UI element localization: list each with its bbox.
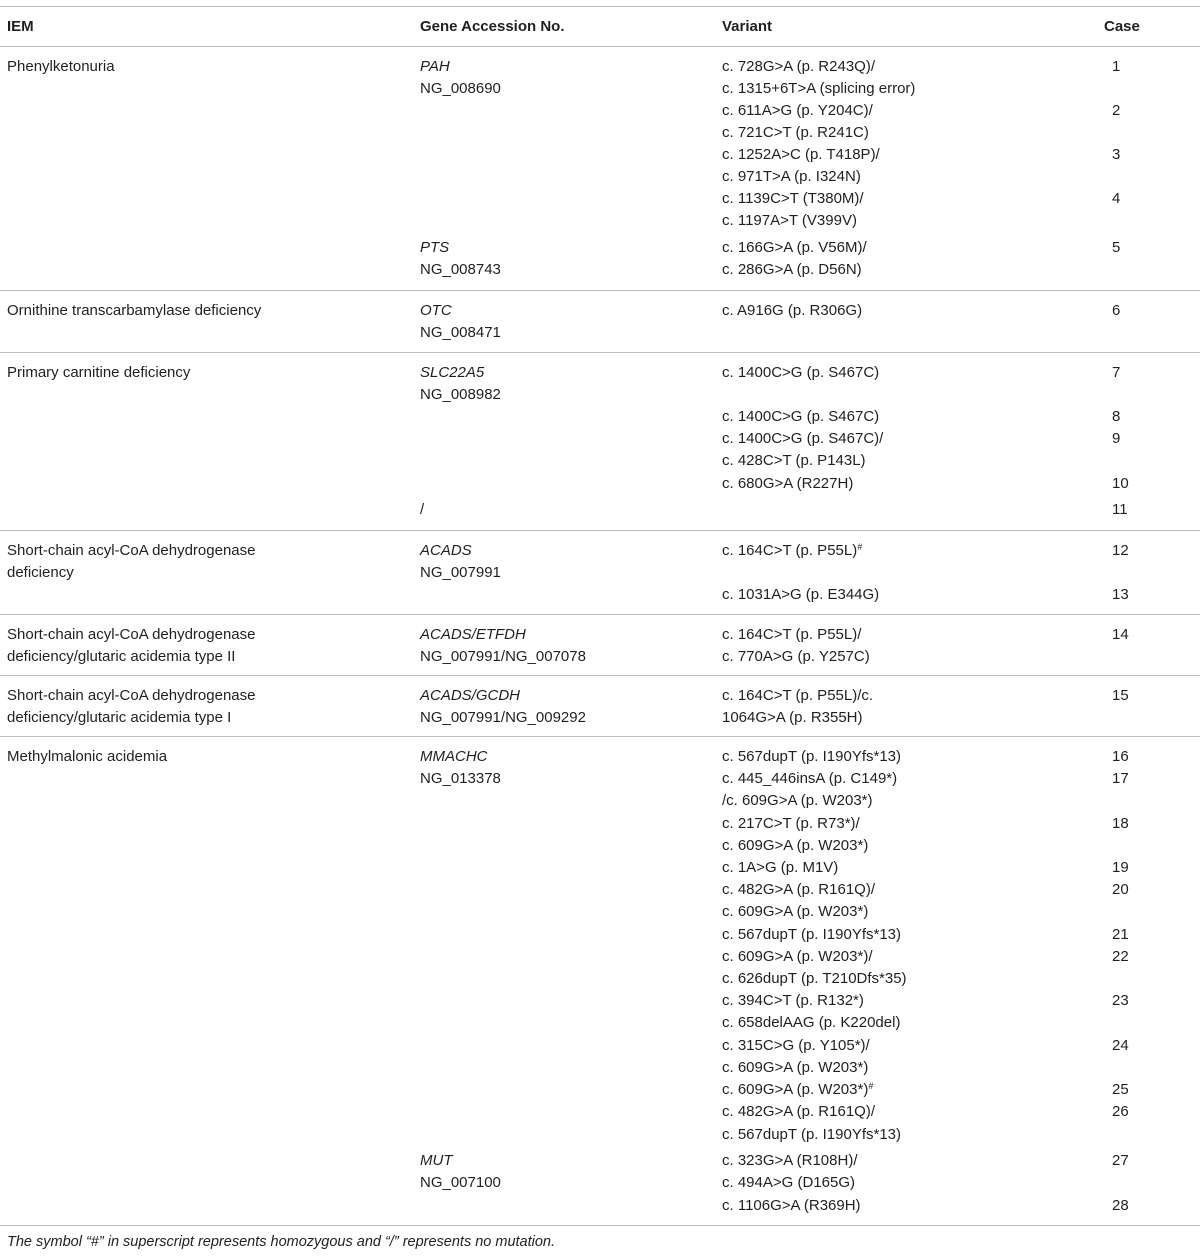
cell-gene: ACADS [420, 542, 472, 559]
cell-variant: c. 217C>T (p. R73*)/ [722, 815, 860, 832]
cell-variant: c. 609G>A (p. W203*)# [722, 1081, 874, 1098]
cell-iem: Primary carnitine deficiency [7, 364, 191, 381]
cell-variant: c. 609G>A (p. W203*) [722, 837, 869, 854]
group-divider [0, 290, 1200, 291]
cell-case: 28 [1112, 1197, 1129, 1214]
cell-case: 17 [1112, 770, 1129, 787]
cell-variant: c. 1A>G (p. M1V) [722, 859, 839, 876]
cell-case: 11 [1112, 501, 1128, 518]
cell-variant: c. 567dupT (p. I190Yfs*13) [722, 748, 902, 765]
header-rule [0, 46, 1200, 47]
cell-iem: Ornithine transcarbamylase deficiency [7, 302, 262, 319]
cell-case: 4 [1112, 190, 1121, 207]
cell-variant: c. 482G>A (p. R161Q)/ [722, 1103, 875, 1120]
header-variant: Variant [722, 18, 773, 35]
cell-variant: /c. 609G>A (p. W203*) [722, 792, 873, 809]
cell-iem: deficiency/glutaric acidemia type II [7, 648, 236, 665]
homozygous-marker: # [857, 542, 863, 552]
group-divider [0, 675, 1200, 676]
cell-case: 18 [1112, 815, 1129, 832]
cell-variant: 1064G>A (p. R355H) [722, 709, 863, 726]
cell-variant: c. 428C>T (p. P143L) [722, 452, 866, 469]
cell-variant: c. 1315+6T>A (splicing error) [722, 80, 916, 97]
cell-gene: NG_008982 [420, 386, 501, 403]
cell-variant: c. 567dupT (p. I190Yfs*13) [722, 1126, 902, 1143]
cell-gene: MMACHC [420, 748, 488, 765]
table-top-rule [0, 6, 1200, 7]
cell-variant: c. 770A>G (p. Y257C) [722, 648, 870, 665]
cell-iem: deficiency/glutaric acidemia type I [7, 709, 232, 726]
group-divider [0, 736, 1200, 737]
cell-variant: c. 1031A>G (p. E344G) [722, 586, 880, 603]
cell-gene: MUT [420, 1152, 453, 1169]
cell-gene: NG_008690 [420, 80, 501, 97]
cell-case: 5 [1112, 239, 1121, 256]
cell-variant: c. 1400C>G (p. S467C) [722, 408, 880, 425]
cell-case: 24 [1112, 1037, 1129, 1054]
cell-variant: c. 394C>T (p. R132*) [722, 992, 864, 1009]
header-iem: IEM [7, 18, 34, 35]
cell-iem: deficiency [7, 564, 74, 581]
group-divider [0, 530, 1200, 531]
cell-variant: c. 323G>A (R108H)/ [722, 1152, 858, 1169]
cell-case: 1 [1112, 58, 1121, 75]
cell-case: 3 [1112, 146, 1121, 163]
cell-variant: c. 494A>G (D165G) [722, 1174, 855, 1191]
cell-case: 22 [1112, 948, 1129, 965]
cell-gene: SLC22A5 [420, 364, 485, 381]
cell-gene: NG_008471 [420, 324, 501, 341]
cell-variant: c. 166G>A (p. V56M)/ [722, 239, 867, 256]
cell-iem: Methylmalonic acidemia [7, 748, 168, 765]
cell-case: 19 [1112, 859, 1129, 876]
cell-iem: Short-chain acyl-CoA dehydrogenase [7, 687, 256, 704]
cell-gene: NG_007991/NG_007078 [420, 648, 586, 665]
table-bottom-rule [0, 1225, 1200, 1226]
cell-variant: c. 680G>A (R227H) [722, 475, 854, 492]
cell-case: 6 [1112, 302, 1121, 319]
cell-case: 9 [1112, 430, 1121, 447]
cell-variant: c. 1139C>T (T380M)/ [722, 190, 864, 207]
cell-gene: OTC [420, 302, 452, 319]
cell-case: 21 [1112, 926, 1129, 943]
homozygous-marker: # [868, 1081, 874, 1091]
group-divider [0, 352, 1200, 353]
cell-variant: c. 164C>T (p. P55L)/c. [722, 687, 874, 704]
cell-case: 23 [1112, 992, 1129, 1009]
cell-case: 25 [1112, 1081, 1129, 1098]
cell-variant: c. 626dupT (p. T210Dfs*35) [722, 970, 907, 987]
cell-case: 14 [1112, 626, 1129, 643]
cell-variant: c. 164C>T (p. P55L)# [722, 542, 863, 559]
cell-variant: c. 315C>G (p. Y105*)/ [722, 1037, 870, 1054]
cell-variant: c. 971T>A (p. I324N) [722, 168, 861, 185]
cell-gene: / [420, 501, 425, 518]
cell-case: 26 [1112, 1103, 1129, 1120]
cell-gene: NG_007100 [420, 1174, 501, 1191]
cell-case: 8 [1112, 408, 1121, 425]
cell-case: 13 [1112, 586, 1129, 603]
cell-variant: c. 728G>A (p. R243Q)/ [722, 58, 875, 75]
cell-variant: c. 609G>A (p. W203*) [722, 903, 869, 920]
header-gene-accession: Gene Accession No. [420, 18, 565, 35]
cell-iem: Phenylketonuria [7, 58, 115, 75]
cell-case: 27 [1112, 1152, 1129, 1169]
cell-variant: c. 611A>G (p. Y204C)/ [722, 102, 873, 119]
cell-case: 15 [1112, 687, 1129, 704]
cell-gene: NG_007991/NG_009292 [420, 709, 586, 726]
cell-gene: ACADS/GCDH [420, 687, 521, 704]
cell-gene: PTS [420, 239, 450, 256]
cell-iem: Short-chain acyl-CoA dehydrogenase [7, 626, 256, 643]
cell-variant: c. 567dupT (p. I190Yfs*13) [722, 926, 902, 943]
cell-variant: c. 1400C>G (p. S467C) [722, 364, 880, 381]
cell-variant: c. 286G>A (p. D56N) [722, 261, 862, 278]
cell-variant: c. 721C>T (p. R241C) [722, 124, 869, 141]
cell-case: 2 [1112, 102, 1121, 119]
group-divider [0, 614, 1200, 615]
table-footnote: The symbol “#” in superscript represents homozygous and “/” represents no mutation. [7, 1234, 556, 1250]
cell-variant: c. 609G>A (p. W203*) [722, 1059, 869, 1076]
cell-variant: c. A916G (p. R306G) [722, 302, 863, 319]
cell-gene: NG_013378 [420, 770, 501, 787]
cell-case: 10 [1112, 475, 1129, 492]
header-case: Case [1104, 18, 1140, 35]
cell-gene: NG_008743 [420, 261, 501, 278]
cell-case: 12 [1112, 542, 1129, 559]
cell-variant: c. 1400C>G (p. S467C)/ [722, 430, 884, 447]
cell-variant: c. 482G>A (p. R161Q)/ [722, 881, 875, 898]
cell-case: 16 [1112, 748, 1129, 765]
cell-variant: c. 1252A>C (p. T418P)/ [722, 146, 880, 163]
cell-variant: c. 658delAAG (p. K220del) [722, 1014, 901, 1031]
cell-iem: Short-chain acyl-CoA dehydrogenase [7, 542, 256, 559]
cell-gene: NG_007991 [420, 564, 501, 581]
cell-gene: PAH [420, 58, 450, 75]
cell-gene: ACADS/ETFDH [420, 626, 526, 643]
cell-case: 7 [1112, 364, 1121, 381]
cell-variant: c. 1106G>A (R369H) [722, 1197, 861, 1214]
cell-variant: c. 445_446insA (p. C149*) [722, 770, 898, 787]
cell-case: 20 [1112, 881, 1129, 898]
cell-variant: c. 609G>A (p. W203*)/ [722, 948, 873, 965]
cell-variant: c. 1197A>T (V399V) [722, 212, 857, 229]
cell-variant: c. 164C>T (p. P55L)/ [722, 626, 862, 643]
